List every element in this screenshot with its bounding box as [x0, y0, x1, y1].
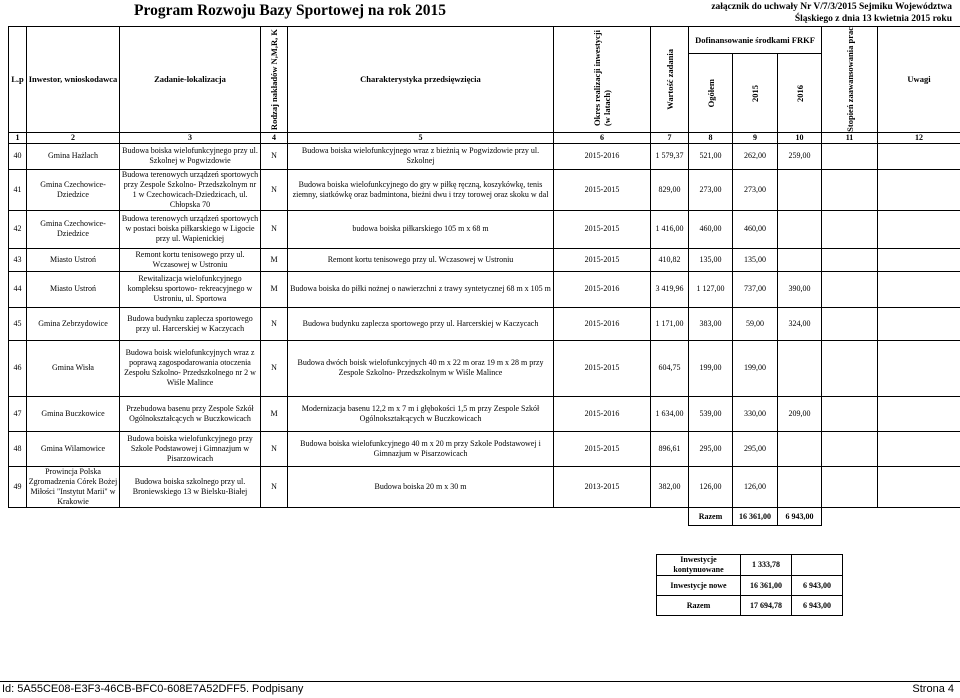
row-period: 2015-2015 [554, 340, 651, 396]
row-funding-2015: 59,00 [733, 307, 778, 340]
row-period: 2013-2015 [554, 466, 651, 507]
row-value: 1 634,00 [651, 396, 689, 431]
row-value: 1 579,37 [651, 143, 689, 169]
row-progress [822, 210, 878, 248]
row-funding-2016 [778, 431, 822, 466]
row-funding-total: 383,00 [689, 307, 733, 340]
row-funding-2016: 259,00 [778, 143, 822, 169]
row-description: Budowa boiska wielofunkcyjnego 40 m x 20 m przy Szkole Podstawowej i Gimnazjum w Pisarzowicach [288, 431, 554, 466]
row-task: Budowa terenowych urządzeń sportowych w postaci boiska piłkarskiego w Ligocie przy ul. Wapienickiej [120, 210, 261, 248]
row-value: 829,00 [651, 169, 689, 210]
row-funding-total: 460,00 [689, 210, 733, 248]
row-description: Budowa boiska wielofunkcyjnego do gry w piłkę ręczną, koszykówkę, tenis ziemny, siatkówkę oraz badmintona, bieżni dwu i trzy torowej oraz skoku w dal [288, 169, 554, 210]
row-investor: Gmina Czechowice-Dziedzice [27, 210, 120, 248]
col-number: 1 [9, 132, 27, 143]
row-notes [878, 340, 960, 396]
row-description: Remont kortu tenisowego przy ul. Wczasowej w Ustroniu [288, 248, 554, 271]
col-header-2015-text: 2015 [750, 84, 760, 102]
table-body [9, 143, 960, 507]
row-notes [878, 466, 960, 507]
row-funding-total: 295,00 [689, 431, 733, 466]
summary-row [657, 576, 843, 596]
summary-total: 6 943,00 [792, 576, 843, 596]
row-investor: Gmina Wisła [27, 340, 120, 396]
row-funding-2016 [778, 210, 822, 248]
row-type: N [261, 210, 288, 248]
table-row [9, 396, 960, 431]
row-period: 2015-2015 [554, 431, 651, 466]
row-notes [878, 396, 960, 431]
page-title: Program Rozwoju Bazy Sportowej na rok 2015 [134, 2, 446, 19]
col-header-value-text: Wartość zadania [664, 49, 675, 110]
col-number: 12 [878, 132, 960, 143]
row-funding-2015: 737,00 [733, 271, 778, 307]
col-header-2016-text: 2016 [794, 84, 805, 102]
row-funding-total: 135,00 [689, 248, 733, 271]
row-task: Rewitalizacja wielofunkcyjnego kompleksu sportowo- rekreacyjnego w Ustroniu, ul. Sportowa [120, 271, 261, 307]
row-funding-2015: 199,00 [733, 340, 778, 396]
table-row [9, 248, 960, 271]
row-lp: 49 [9, 466, 27, 507]
row-lp: 41 [9, 169, 27, 210]
row-lp: 46 [9, 340, 27, 396]
row-value: 410,82 [651, 248, 689, 271]
row-lp: 40 [9, 143, 27, 169]
row-lp: 44 [9, 271, 27, 307]
col-number: 6 [554, 132, 651, 143]
col-header-lp: L.p [9, 27, 27, 133]
row-description: Budowa boiska do piłki nożnej o nawierzchni z trawy syntetycznej 68 m x 105 m [288, 271, 554, 307]
col-header-task: Zadanie-lokalizacja [120, 27, 261, 133]
col-number: 9 [733, 132, 778, 143]
row-notes [878, 143, 960, 169]
row-funding-2016: 209,00 [778, 396, 822, 431]
col-number: 3 [120, 132, 261, 143]
row-description: Budowa boiska 20 m x 30 m [288, 466, 554, 507]
row-task: Budowa boiska wielofunkcyjnego przy ul. Szkolnej w Pogwizdowie [120, 143, 261, 169]
col-number: 10 [778, 132, 822, 143]
row-type: N [261, 143, 288, 169]
col-header-period-line1: Okres realizacji inwestycji [592, 29, 602, 126]
summary-row [657, 555, 843, 576]
row-progress [822, 143, 878, 169]
col-number: 8 [689, 132, 733, 143]
row-funding-2016 [778, 169, 822, 210]
summary-label: Inwestycje kontynuowane [657, 555, 741, 576]
row-type: N [261, 431, 288, 466]
row-progress [822, 340, 878, 396]
row-period: 2015-2016 [554, 396, 651, 431]
col-number: 5 [288, 132, 554, 143]
row-investor: Gmina Hażlach [27, 143, 120, 169]
summary-label: Razem [657, 596, 741, 616]
row-notes [878, 169, 960, 210]
summary-value: 1 333,78 [741, 555, 792, 576]
row-notes [878, 431, 960, 466]
row-funding-2015: 330,00 [733, 396, 778, 431]
summary-label: Inwestycje nowe [657, 576, 741, 596]
row-task: Budowa terenowych urządzeń sportowych przy Zespole Szkolno- Przedszkolnym nr 1 w Czechowicach-Dziedzicach, ul. Chłopska 70 [120, 169, 261, 210]
row-progress [822, 248, 878, 271]
razem-total: 6 943,00 [778, 507, 822, 526]
row-description: Budowa dwóch boisk wielofunkcyjnych 40 m x 22 m oraz 19 m x 28 m przy Zespole Szkolno- Przedszkolnym w Wiśle Malince [288, 340, 554, 396]
summary-value: 17 694,78 [741, 596, 792, 616]
row-task: Budowa boiska wielofunkcyjnego przy Szkole Podstawowej i Gimnazjum w Pisarzowicach [120, 431, 261, 466]
row-lp: 45 [9, 307, 27, 340]
row-value: 3 419,96 [651, 271, 689, 307]
row-investor: Miasto Ustroń [27, 248, 120, 271]
row-funding-total: 126,00 [689, 466, 733, 507]
summary-row [657, 596, 843, 616]
row-lp: 42 [9, 210, 27, 248]
summary-total [792, 555, 843, 576]
razem-label: Razem [689, 507, 733, 526]
table-row [9, 271, 960, 307]
col-number: 11 [822, 132, 878, 143]
col-header-notes: Uwagi [878, 27, 960, 133]
summary-table [656, 554, 843, 616]
row-period: 2015-2016 [554, 271, 651, 307]
row-funding-total: 539,00 [689, 396, 733, 431]
row-funding-2015: 295,00 [733, 431, 778, 466]
row-type: M [261, 248, 288, 271]
row-funding-2015: 262,00 [733, 143, 778, 169]
col-header-period [554, 27, 651, 133]
col-header-period-line2: (w latach) [602, 89, 612, 126]
col-number: 7 [651, 132, 689, 143]
col-header-2015 [733, 54, 778, 132]
row-funding-total: 521,00 [689, 143, 733, 169]
col-header-total-text: Ogółem [705, 78, 716, 108]
row-progress [822, 307, 878, 340]
row-investor: Gmina Buczkowice [27, 396, 120, 431]
table-row [9, 169, 960, 210]
row-investor: Gmina Zebrzydowice [27, 307, 120, 340]
row-investor: Prowincja Polska Zgromadzenia Córek Bożej Miłości "Instytut Marii" w Krakowie [27, 466, 120, 507]
table-row [9, 143, 960, 169]
row-value: 1 416,00 [651, 210, 689, 248]
row-task: Budowa boisk wielofunkcyjnych wraz z poprawą zagospodarowania otoczenia Zespołu Szkolno- Przedszkolnego nr 2 w Wiśle Malince [120, 340, 261, 396]
row-type: M [261, 396, 288, 431]
footer-page-number: Strona 4 [912, 683, 954, 695]
col-header-type-text: Rodzaj nakładów N,M,R, K [269, 28, 279, 130]
attachment-line-2: Śląskiego z dnia 13 kwietnia 2015 roku [794, 14, 952, 24]
row-funding-2015: 135,00 [733, 248, 778, 271]
row-progress [822, 271, 878, 307]
col-header-2016 [778, 54, 822, 132]
table-row [9, 210, 960, 248]
row-task: Przebudowa basenu przy Zespole Szkół Ogólnokształcących w Buczkowicach [120, 396, 261, 431]
row-period: 2015-2016 [554, 143, 651, 169]
row-value: 382,00 [651, 466, 689, 507]
col-number: 4 [261, 132, 288, 143]
row-notes [878, 307, 960, 340]
row-description: Modernizacja basenu 12,2 m x 7 m i głębokości 1,5 m przy Zespole Szkół Ogólnokształcących w Buczkowicach [288, 396, 554, 431]
row-notes [878, 210, 960, 248]
header-row-1 [9, 27, 960, 54]
row-task: Remont kortu tenisowego przy ul. Wczasowej w Ustroniu [120, 248, 261, 271]
row-description: budowa boiska piłkarskiego 105 m x 68 m [288, 210, 554, 248]
row-investor: Miasto Ustroń [27, 271, 120, 307]
footer-document-id: Id: 5A55CE08-E3F3-46CB-BFC0-608E7A52DFF5. Podpisany [2, 683, 304, 695]
row-type: N [261, 169, 288, 210]
summary-total: 6 943,00 [792, 596, 843, 616]
row-progress [822, 169, 878, 210]
row-type: M [261, 271, 288, 307]
row-funding-total: 1 127,00 [689, 271, 733, 307]
col-header-type [261, 27, 288, 133]
row-lp: 47 [9, 396, 27, 431]
row-description: Budowa budynku zaplecza sportowego przy ul. Harcerskiej w Kaczycach [288, 307, 554, 340]
row-type: N [261, 307, 288, 340]
row-funding-total: 199,00 [689, 340, 733, 396]
attachment-line-1: załącznik do uchwały Nr V/7/3/2015 Sejmiku Województwa [711, 2, 952, 12]
row-lp: 43 [9, 248, 27, 271]
row-investor: Gmina Wilamowice [27, 431, 120, 466]
footer-divider [0, 681, 960, 682]
row-period: 2015-2015 [554, 169, 651, 210]
row-notes [878, 248, 960, 271]
row-task: Budowa boiska szkolnego przy ul. Broniewskiego 13 w Bielsku-Białej [120, 466, 261, 507]
row-progress [822, 431, 878, 466]
row-task: Budowa budynku zaplecza sportowego przy ul. Harcerskiej w Kaczycach [120, 307, 261, 340]
col-number: 2 [27, 132, 120, 143]
col-header-characteristics: Charakterystyka przedsięwzięcia [288, 27, 554, 133]
row-funding-2016 [778, 248, 822, 271]
row-funding-2015: 273,00 [733, 169, 778, 210]
row-funding-2015: 126,00 [733, 466, 778, 507]
row-type: N [261, 466, 288, 507]
table-row [9, 431, 960, 466]
row-period: 2015-2015 [554, 248, 651, 271]
col-header-total [689, 54, 733, 132]
row-type: N [261, 340, 288, 396]
row-funding-2016 [778, 466, 822, 507]
row-funding-total: 273,00 [689, 169, 733, 210]
table-row [9, 340, 960, 396]
table-row [9, 466, 960, 507]
row-funding-2016: 324,00 [778, 307, 822, 340]
table-row [9, 307, 960, 340]
col-header-investor: Inwestor, wnioskodawca [27, 27, 120, 133]
row-period: 2015-2015 [554, 210, 651, 248]
row-value: 604,75 [651, 340, 689, 396]
row-notes [878, 271, 960, 307]
row-funding-2016: 390,00 [778, 271, 822, 307]
col-header-value [651, 27, 689, 133]
razem-value: 16 361,00 [733, 507, 778, 526]
col-header-funding: Dofinansowanie środkami FRKF [689, 27, 822, 54]
col-header-progress-text: Stopień zaawansowania prac [844, 27, 855, 132]
row-value: 896,61 [651, 431, 689, 466]
row-description: Budowa boiska wielofunkcyjnego wraz z bieżnią w Pogwizdowie przy ul. Szkolnej [288, 143, 554, 169]
row-value: 1 171,00 [651, 307, 689, 340]
row-progress [822, 396, 878, 431]
row-funding-2016 [778, 340, 822, 396]
row-funding-2015: 460,00 [733, 210, 778, 248]
row-investor: Gmina Czechowice-Dziedzice [27, 169, 120, 210]
row-progress [822, 466, 878, 507]
column-numbers-row [9, 132, 960, 143]
row-period: 2015-2016 [554, 307, 651, 340]
col-header-progress [822, 27, 878, 133]
razem-row [9, 507, 960, 526]
row-lp: 48 [9, 431, 27, 466]
investment-table [8, 26, 960, 526]
summary-value: 16 361,00 [741, 576, 792, 596]
